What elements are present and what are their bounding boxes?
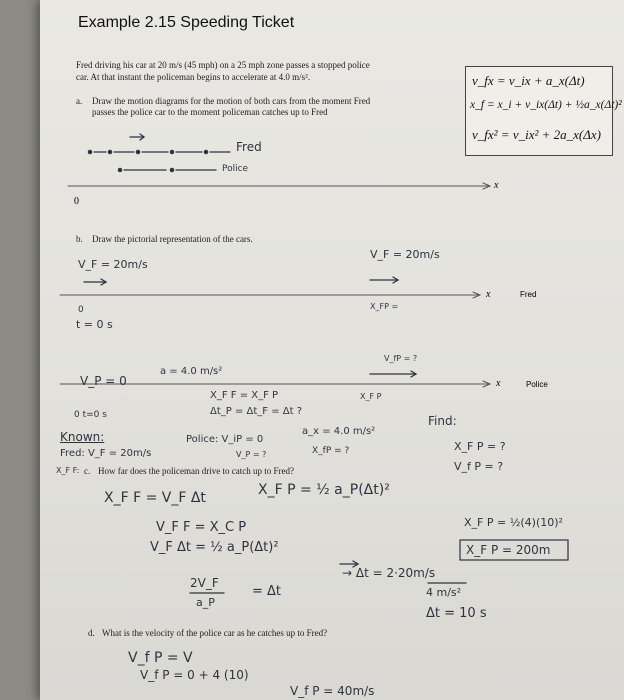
police-axis-label: x bbox=[496, 378, 501, 389]
fred-label-a: Fred bbox=[236, 140, 262, 154]
work-c-substitution: V_F Δt = ½ a_P(Δt)² bbox=[150, 540, 279, 555]
fred-initial-velocity: V_F = 20m/s bbox=[78, 258, 148, 271]
problem-line-1: Fred driving his car at 20 m/s (45 mph) on a 25 mph zone passes a stopped police bbox=[76, 60, 370, 70]
part-b-label: b. bbox=[76, 234, 83, 244]
work-c-equal-positions: V_F F = X_C P bbox=[156, 520, 247, 535]
work-c-solve-denominator: a_P bbox=[196, 596, 215, 609]
work-c-solve-numerator: 2V_F bbox=[190, 576, 219, 590]
known-police: Police: V_iP = 0 bbox=[186, 434, 264, 445]
police-final-velocity: V_fP = ? bbox=[384, 354, 418, 363]
axis-label-a: x bbox=[494, 180, 499, 191]
work-d-answer: V_f P = 40m/s bbox=[290, 684, 375, 698]
known-police-velocity: V_P = ? bbox=[236, 450, 267, 459]
part-b-text: Draw the pictorial representation of the cars. bbox=[92, 234, 253, 244]
fred-motion-dots bbox=[88, 150, 230, 153]
equation-velocity-squared: v_fx² = v_ix² + 2a_x(Δx) bbox=[472, 127, 601, 142]
position-equality: X_F F = X_F P bbox=[210, 390, 279, 401]
known-title: Known: bbox=[60, 430, 105, 444]
fred-axis-label: x bbox=[486, 289, 491, 300]
work-c-side-calc: X_F P = ½(4)(10)² bbox=[464, 516, 563, 529]
work-c-police-position: X_F P = ½ a_P(Δt)² bbox=[258, 482, 390, 498]
work-c-dt-expression: → Δt = 2·20m/s bbox=[342, 566, 436, 580]
work-d-substitution: V_f P = 0 + 4 (10) bbox=[140, 668, 249, 682]
police-acceleration: a = 4.0 m/s² bbox=[160, 366, 223, 377]
find-police-velocity: V_f P = ? bbox=[454, 460, 504, 473]
part-d-text: What is the velocity of the police car as he catches up to Fred? bbox=[102, 628, 328, 638]
part-c-text: How far does the policeman drive to catch up to Fred? bbox=[98, 466, 294, 476]
equation-position: x_f = x_i + v_ix(Δt) + ½a_x(Δt)² bbox=[470, 99, 622, 111]
police-row-label: Police bbox=[526, 380, 548, 389]
part-d-label: d. bbox=[88, 628, 95, 638]
known-xf-prefix: X_F F: bbox=[56, 466, 80, 475]
origin-label-a: 0 bbox=[74, 196, 79, 207]
police-initial-velocity: V_P = 0 bbox=[80, 374, 127, 388]
fred-final-position: X_FP = bbox=[370, 302, 399, 311]
find-police-position: X_F P = ? bbox=[454, 440, 506, 453]
police-motion-dots bbox=[118, 168, 216, 171]
fred-origin: 0 bbox=[78, 305, 84, 315]
known-fred: Fred: V_F = 20m/s bbox=[60, 448, 152, 459]
fred-row-label: Fred bbox=[520, 290, 537, 299]
police-origin: 0 t=0 s bbox=[74, 410, 107, 420]
part-a-line-1: Draw the motion diagrams for the motion of both cars from the moment Fred bbox=[92, 96, 371, 106]
time-equality: Δt_P = Δt_F = Δt ? bbox=[210, 406, 303, 417]
equation-velocity: v_fx = v_ix + a_x(Δt) bbox=[472, 73, 585, 88]
work-c-fred-position: X_F F = V_F Δt bbox=[104, 490, 206, 506]
work-c-solve-equals: = Δt bbox=[252, 584, 282, 599]
work-c-dt-result: Δt = 10 s bbox=[426, 606, 487, 621]
part-c-label: c. bbox=[84, 466, 91, 476]
work-d-velocity: V_f P = V bbox=[128, 650, 193, 666]
police-label-a: Police bbox=[222, 164, 249, 174]
known-police-position: X_fP = ? bbox=[312, 446, 350, 456]
page-title: Example 2.15 Speeding Ticket bbox=[78, 14, 295, 31]
known-acceleration: a_x = 4.0 m/s² bbox=[302, 426, 376, 437]
police-final-position: X_F P bbox=[360, 392, 382, 401]
work-c-dt-denominator: 4 m/s² bbox=[426, 586, 462, 599]
find-title: Find: bbox=[428, 414, 457, 428]
work-c-answer: X_F P = 200m bbox=[466, 543, 551, 557]
worksheet-page bbox=[40, 0, 624, 700]
part-a-line-2: passes the police car to the moment policeman catches up to Fred bbox=[92, 107, 328, 117]
fred-start-time: t = 0 s bbox=[76, 318, 113, 331]
part-a-label: a. bbox=[76, 96, 83, 106]
handwritten-diagrams bbox=[40, 0, 624, 700]
problem-line-2: car. At that instant the policeman begins to accelerate at 4.0 m/s². bbox=[76, 72, 311, 82]
fred-final-velocity: V_F = 20m/s bbox=[370, 248, 440, 261]
